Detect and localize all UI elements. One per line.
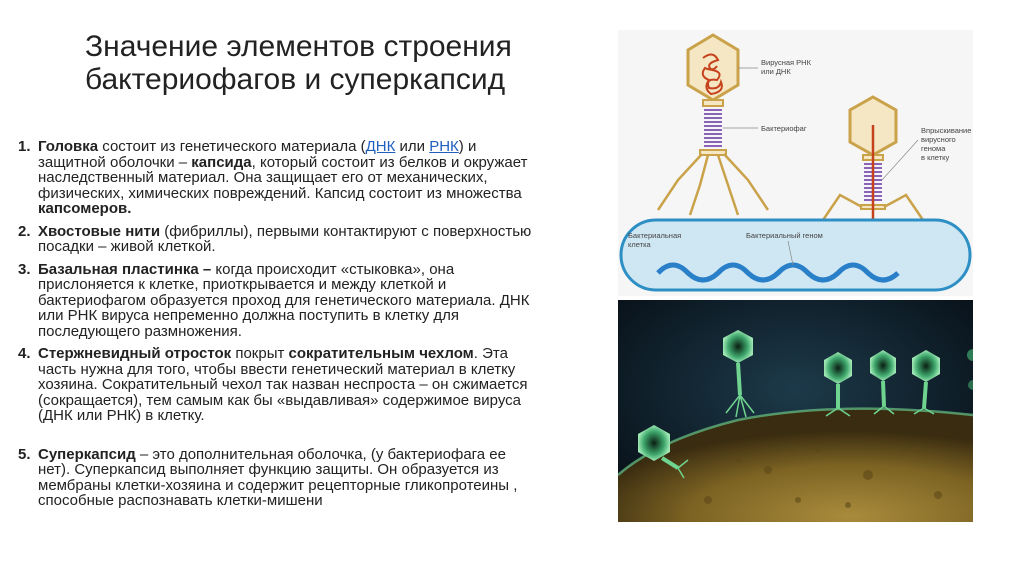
item-text bbox=[38, 346, 533, 424]
spacer bbox=[18, 431, 533, 447]
text-span: ) и защитной оболочки – bbox=[38, 138, 477, 171]
bacteriophage-diagram bbox=[618, 30, 973, 296]
label-bacterial-genome: Бактериальный геном bbox=[746, 231, 823, 240]
item-number: 2. bbox=[18, 222, 31, 240]
term-tail-rod: Стержневидный отросток bbox=[38, 345, 232, 362]
list-item-base-plate bbox=[18, 262, 533, 340]
phage1-sheath bbox=[704, 110, 722, 146]
item-text bbox=[38, 447, 533, 509]
text-span: покрыт bbox=[231, 345, 289, 362]
term-capsid: капсида bbox=[191, 153, 252, 171]
electron-micrograph-svg bbox=[618, 300, 973, 522]
label-bacteriophage: Бактериофаг bbox=[761, 124, 807, 133]
text-span: состоит из генетического материала ( bbox=[98, 138, 366, 155]
label-bacterial-cell-2: клетка bbox=[628, 240, 651, 249]
slide-title: Значение элементов строения бактериофагов и суперкапсид bbox=[85, 30, 512, 96]
link-dna[interactable]: ДНК bbox=[365, 138, 396, 155]
item-text bbox=[38, 139, 533, 217]
element-list bbox=[18, 139, 533, 516]
item-number: 3. bbox=[18, 260, 31, 278]
text-span: , который состоит из белков и окружает наследственный материал. Она защищает его от механических, физических, химических повреждений. Капсид состоит из множества bbox=[38, 153, 528, 202]
electron-micrograph bbox=[618, 300, 973, 522]
text-span: (фибриллы), первыми контактируют с поверхностью посадки – живой клеткой. bbox=[38, 222, 532, 255]
term-tail-fibers: Хвостовые нити bbox=[38, 222, 161, 240]
list-item-supercapsid bbox=[18, 447, 533, 509]
item-text bbox=[38, 224, 533, 255]
label-injection-3: генома bbox=[921, 144, 946, 153]
phage1-collar bbox=[703, 100, 723, 106]
label-viral-rna-dna-2: или ДНК bbox=[761, 67, 791, 76]
label-injection-2: вирусного bbox=[921, 135, 956, 144]
label-injection-4: в клетку bbox=[921, 153, 950, 162]
term-base-plate: Базальная пластинка – bbox=[38, 260, 212, 278]
list-item-head bbox=[18, 139, 533, 217]
text-span: или bbox=[395, 138, 430, 155]
bacteriophage-diagram-svg bbox=[618, 30, 973, 296]
term-contractile-sheath: сократительным чехлом bbox=[288, 345, 474, 362]
list-item-tail-fibers bbox=[18, 224, 533, 255]
item-text bbox=[38, 262, 533, 340]
phage1-capsid bbox=[688, 35, 738, 100]
phage1-baseplate bbox=[700, 150, 726, 155]
list-item-tail-rod bbox=[18, 346, 533, 424]
label-viral-rna-dna: Вирусная РНК bbox=[761, 58, 811, 67]
item-number: 5. bbox=[18, 445, 31, 463]
text-span: . Эта часть нужна для того, чтобы ввести генетический материал в клетку хозяина. Сократительный чехол так назван неспроста – он сжимается (сокращается), тем самым как бы «выдавливая» содержимое вируса (ДНК или РНК) в клетку. bbox=[38, 345, 528, 424]
term-capsomers: капсомеров. bbox=[38, 200, 132, 217]
link-rna[interactable]: РНК bbox=[429, 138, 459, 155]
text-span: когда происходит «стыковка», она прислоняется к клетке, приоткрывается и между клеткой и бактериофагом образуется проход для генетического материала. ДНК или РНК вируса непременно должна поступить в клетку для последующего размножения. bbox=[38, 260, 530, 340]
label-bacterial-cell: Бактериальная bbox=[628, 231, 682, 240]
phage1-tail-fibers bbox=[658, 154, 768, 215]
label-injection: Впрыскивание bbox=[921, 126, 972, 135]
item-number: 1. bbox=[18, 138, 31, 155]
term-supercapsid: Суперкапсид bbox=[38, 445, 136, 463]
text-span: – это дополнительная оболочка, (у бактериофага ее нет). Суперкапсид выполняет функцию защиты. Он образуется из мембраны клетки-хозяина и содержит рецепторные гликопротеины , способные распознавать клетки-мишени bbox=[38, 445, 518, 509]
term-head: Головка bbox=[38, 138, 99, 155]
item-number: 4. bbox=[18, 345, 31, 362]
